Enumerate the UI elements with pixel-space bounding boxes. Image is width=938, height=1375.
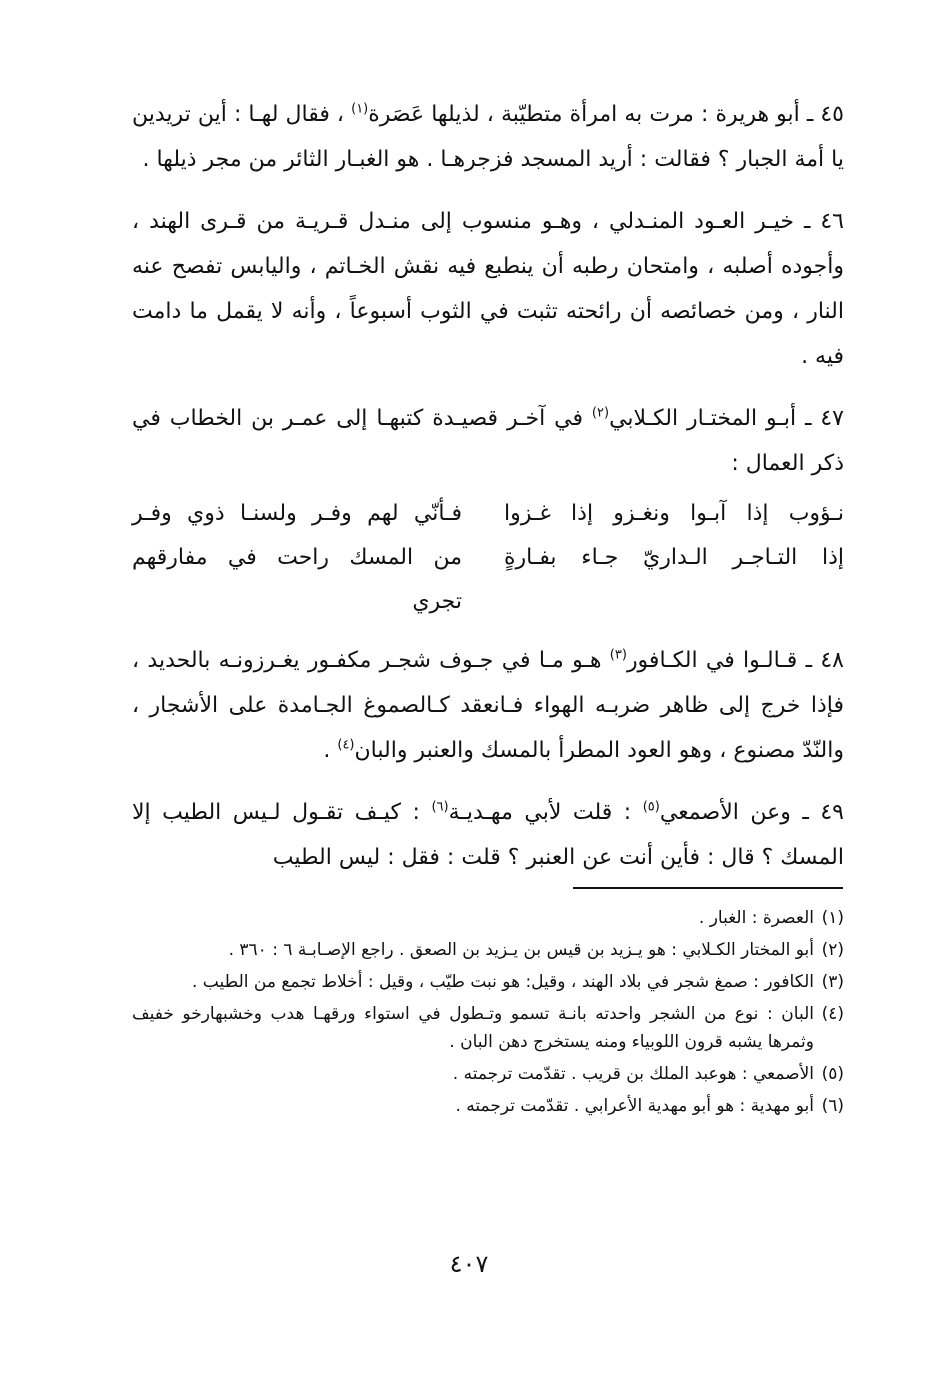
paragraph-text: ـ قـالـوا في الكـافور [626, 648, 813, 673]
footnote [132, 904, 844, 932]
footnote-ref: (٢) [591, 405, 610, 421]
footnote-ref: (٤) [337, 737, 355, 753]
paragraph-text: : كيـف تقـول لـيس الطيب إلا المسك ؟ قال : فأين أنت عن العنبر ؟ قلت : فقل : ليس الطيب [132, 800, 844, 870]
footnote-text: الكافور : صمغ شجر في بلاد الهند ، وقيل: هو نبت طيّب ، وقيل : أخلاط تجمع من الطيب . [192, 972, 814, 992]
poem [132, 492, 844, 624]
paragraph-number: ٤٦ [820, 209, 844, 234]
footnote-text: البان : نوع من الشجر واحدته بانـة تسمو وتـطول في استواء ورقهـا هدب وخشبهارخو خفيف وثمرها يشبه قرون اللوبياء ومنه يستخرج دهن البان . [132, 1004, 814, 1052]
paragraph-text: ـ أبو هريرة : مرت به امرأة متطيّبة ، لذيلها عَصَرة [368, 102, 814, 127]
footnote-text: أبو المختار الكـلابي : هو يـزيد بن قيس بن يـزيد بن الصعق . راجع الإصـابـة ٦ : ٣٦٠ . [228, 940, 814, 960]
paragraph-number: ٤٨ [820, 648, 844, 673]
footnote-ref: (٦) [431, 799, 449, 815]
footnote-number: (٤) [821, 1004, 844, 1024]
poem-second-hemistich: فـأنّي لهم وفـر ولسنـا ذوي وفـر [132, 501, 462, 526]
paragraph-49 [132, 790, 844, 880]
footnote-number: (٢) [821, 940, 844, 960]
footnote-ref: (٥) [642, 799, 660, 815]
poem-first-hemistich: إذا التـاجـر الـداريّ جـاء بفـارةٍ [504, 545, 844, 570]
footnote [132, 1060, 844, 1088]
paragraph-text: : قلت لأبي مهـديـة [448, 800, 643, 825]
main-text [132, 92, 844, 897]
paragraph-number: ٤٧ [820, 406, 844, 431]
poem-verse [132, 536, 844, 624]
poem-verse [132, 492, 844, 536]
paragraph-47 [132, 396, 844, 486]
footnote [132, 968, 844, 996]
paragraph-text: . [323, 738, 338, 763]
footnote-ref: (١) [351, 101, 369, 117]
footnote-separator [573, 887, 843, 889]
paragraph-text: ـ وعن الأصمعي [659, 800, 809, 825]
page-number: ٤٠٧ [449, 1250, 489, 1278]
footnote [132, 1092, 844, 1120]
footnote-number: (٣) [821, 972, 844, 992]
footnote-number: (٥) [821, 1064, 844, 1084]
paragraph-text: ـ خيـر العـود المنـدلي ، وهـو منسوب إلى منـدل قـريـة من قـرى الهند ، وأجوده أصلبه ، وامتحان رطبه أن ينطبع فيه نقش الخـاتم ، واليابس تفصح عنه النار ، ومن خصائصه أن رائحته تثبت في الثوب أسبوعاً ، وأنه لا يقمل ما دامت فيه . [132, 209, 844, 369]
footnote [132, 1000, 844, 1056]
paragraph-number: ٤٩ [820, 800, 844, 825]
footnote [132, 936, 844, 964]
paragraph-text: ـ أبـو المختـار الكـلابي [609, 406, 812, 431]
paragraph-text: في آخـر قصيـدة كتبهـا إلى عمـر بن الخطاب في ذكر العمال : [132, 406, 844, 476]
paragraph-number: ٤٥ [820, 102, 844, 127]
paragraph-text: ، فقال لهـا : أين تريدين يا أمة الجبار ؟ فقالت : أريد المسجد فزجرهـا . هو الغبـار الثائر من مجر ذيلها . [132, 102, 844, 172]
footnote-number: (١) [821, 908, 844, 928]
paragraph-45 [132, 92, 844, 182]
poem-first-hemistich: نـؤوب إذا آبـوا ونغـزو إذا غـزوا [504, 501, 844, 526]
poem-second-hemistich: من المسك راحت في مفارقهم تجري [132, 545, 462, 614]
footnote-ref: (٣) [609, 647, 627, 663]
footnote-text: أبو مهدية : هو أبو مهدية الأعرابي . تقدّمت ترجمته . [455, 1096, 814, 1116]
footnote-text: العصرة : الغبار . [698, 908, 814, 928]
footnote-text: الأصمعي : هوعبد الملك بن قريب . تقدّمت ترجمته . [452, 1064, 814, 1084]
paragraph-48 [132, 638, 844, 773]
paragraph-46 [132, 199, 844, 379]
footnote-number: (٦) [821, 1096, 844, 1116]
footnotes [132, 904, 844, 1124]
paragraph-text: هـو مـا في جـوف شجـر مكفـور يغـرزونـه بالحديد ، فإذا خرج إلى ظاهر ضربـه الهواء فـانعقد كـالصموغ الجـامدة على الأشجار ، والنّدّ مصنوع ، وهو العود المطرأ بالمسك والعنبر والبان [132, 648, 844, 763]
